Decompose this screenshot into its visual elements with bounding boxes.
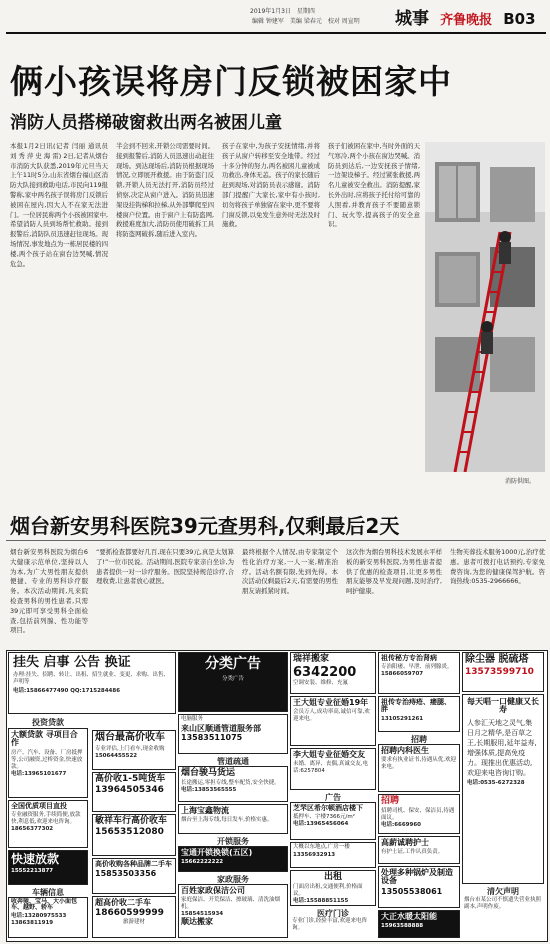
ad-lock-title: 宝通开锁换锁(五区) — [181, 848, 253, 857]
ad-rent-phone: 13356932913 — [293, 852, 336, 858]
ad-recruit-title: 招聘 — [381, 796, 400, 806]
ad-xilai-title: 芝罘区希尔顿酒店楼下 — [293, 804, 363, 812]
ad-li-matchmaker — [290, 748, 376, 790]
ad-category-tag: 分类广告 — [221, 675, 244, 682]
ad-loan1 — [8, 728, 88, 798]
story2-col2: “要抓检查都要好几百,现在只要39元,真是太划算了!”一位市民说。活动期间,医院专家亲自坐诊,为患者提供一对一诊疗服务。医院坚持规范诊疗,合理收费,让患者放心就医。 — [96, 548, 234, 586]
ad-lock — [178, 846, 288, 872]
ad-logistics-title: 上海宝鑫物流 — [181, 806, 229, 815]
ad-loan1-phone: 电话:13965101677 — [11, 770, 67, 777]
ad-li-title: 李大姐专业征婚交友 — [293, 750, 365, 759]
ad-ginseng-title: 每天唱一口健康又长寿 — [467, 697, 539, 715]
section-name: 城事 — [395, 9, 429, 29]
ad-boiler — [378, 866, 460, 908]
ad-truck-title: 高价收1-5吨货车 — [95, 774, 166, 784]
ad-car — [8, 897, 88, 938]
ad-recruit-phone: 电话:6669960 — [381, 822, 421, 829]
ad-logistics-body: 烟台至上海专线,每日发车,价格实惠。 — [181, 817, 273, 824]
open-label: 开锁服务 — [217, 837, 249, 846]
story2-rule — [6, 540, 546, 541]
story1-col2: 半会到不回来,开锁公司需要时间。接到报警后,消防人员迅速出动赶往现场。到达现场后,消防员根据现场情况,立即展开救援。由于防盗门反锁,开锁人员无法打开,消防员经过侦察,决定从窗户进入。消防员迅速架设挂钩梯和拉梯,从外部攀爬至四楼窗户位置。由于窗户上有防盗网,救援难度加大,消防员使用破拆工具将防盗网破拆,随后进入室内。 — [116, 142, 214, 239]
ad-solar — [378, 910, 460, 938]
story1-subhead: 消防人员搭梯破窗救出两名被困儿童 — [10, 113, 282, 133]
ad-sign — [92, 814, 176, 856]
ad-sale-phone: 电话:15588851155 — [293, 898, 349, 905]
ad-kidney — [378, 652, 460, 694]
ad-ginseng-phone: 电话:0535-6272328 — [467, 779, 525, 786]
ad-loan2 — [8, 800, 88, 848]
ad-loan1-title: 大额贷款 寻项目合作 — [11, 730, 78, 748]
ad-hemorrhoid — [378, 696, 460, 732]
ad-car-buy — [92, 730, 176, 770]
ad-ruiju — [290, 652, 376, 694]
ad-wang-matchmaker — [290, 696, 376, 746]
ad-wang-title: 王大姐专业征婚19年 — [293, 698, 369, 707]
ad-fast-title: 快速放款 — [11, 852, 60, 866]
ad-clean-phone: 15854515934 — [181, 911, 224, 918]
ad-banner — [8, 652, 176, 714]
header-masthead — [395, 4, 545, 30]
ad-freight-phone: 电话:13853565555 — [181, 787, 237, 794]
ad-super — [92, 896, 176, 938]
page-number: B03 — [503, 10, 536, 28]
ad-ruiju-title: 瑞祥搬家 — [293, 654, 330, 664]
ad-recycle-title: 高价收购各种品牌二手车 — [95, 860, 172, 868]
ad-banner-phone: 电话:15866477490 QQ:1715284486 — [13, 687, 121, 694]
ad-clear-body: 烟台市某公司不慎遗失营业执照副本,声明作废。 — [464, 897, 542, 910]
header-editors: 编辑 钟建军 美编 梁春元 校对 周宣明 — [252, 18, 360, 25]
ad-lock-phone: 15662222222 — [181, 859, 224, 866]
ad-solar-title: 大正水暖太阳能 — [381, 912, 437, 921]
photo-caption: 消防供图。 — [505, 478, 536, 485]
ad-recruit — [378, 794, 460, 834]
ad-super-title: 超高价收二手车 — [95, 898, 151, 907]
ad-freight — [178, 766, 288, 802]
ad-loan2-phone: 18656377302 — [11, 826, 54, 833]
ad-logistics — [178, 804, 288, 834]
story1-headline: 俩小孩误将房门反锁被困家中 — [10, 62, 452, 101]
ad-car2-phone: 13863811919 — [11, 919, 54, 926]
ad-fast-phone: 15552213877 — [11, 867, 54, 874]
story1-col1: 本报1月2日讯(记者 闫丽 通讯员 刘 秀 萍 史 海 雷) 2日,记者从烟台市消防大队获悉,2019年元旦当天上午11时5分,山东省烟台福山区消防大队接到救助电话,市民向119报警称,家中两名孩子误将房门反锁后被困在屋内,因大人不在家无法进门。一位居民称两个小孩被困家中,希望消防人员到场帮忙救助。接到报警后,消防队员迅速赶往现场。现场情况,事发地点为一栋居民楼的四楼,两个孩子站在窗台边哭喊,情况危急。 — [10, 142, 108, 268]
ad-pipe-service — [178, 714, 288, 754]
story2-col1: 烟台新安男科医院为烟台6大健康示范单位,坚持以人为本,为广大男性朋友提供便捷、专业的男科诊疗服务。本次活动期间,凡来院检查男科的男性患者,只需39元即可享受男科全面检查,包括前列腺、性功能等项目。 — [10, 548, 88, 635]
ad-hemorrhoid-phone: 13105291261 — [381, 715, 424, 722]
ad-dust-title: 除尘器 脱硫塔 — [465, 654, 529, 665]
rescue-photo — [425, 142, 545, 472]
pipe-label: 管道疏通 — [217, 757, 249, 766]
ad-truck — [92, 772, 176, 812]
job-label: 招聘 — [411, 735, 427, 744]
medical-label: 医疗门诊 — [317, 909, 349, 918]
ad-xilai-phone: 电话:13965456064 — [293, 821, 349, 828]
ad-loan2-title: 全国优质项目直投 — [11, 802, 67, 810]
ad-freight-title: 烟台骏马货运 — [181, 768, 236, 778]
ad-kidney-body: 专治阳痿、早泄、前列腺炎。 — [381, 664, 453, 671]
car-label: 车辆信息 — [32, 888, 64, 897]
ad-recruit-body: 招聘司机、保安、保洁员,待遇面议。 — [381, 808, 455, 822]
ad-category-banner — [178, 652, 288, 712]
ad-fast — [8, 850, 88, 885]
story1-col4: 孩子们被困在家中,当时外面的天气寒冷,两个小孩在窗边哭喊。消防员到达后,一边安抚孩子情绪,一边架设梯子。经过紧张救援,两名儿童被安全救出。消防提醒,家长外出时,应将孩子托付给可靠的人照看,并教育孩子不要随意锁门、玩火等,提高孩子的安全意识。 — [328, 142, 420, 229]
story2-col4: 这次作为烟台男科技术发展水平样板的新安男科医院,为男性患者提供了优惠的检查项目,让更多男性朋友能够及早发现问题,及时治疗,呵护健康。 — [346, 548, 442, 596]
header-rule — [6, 32, 546, 34]
ad-ginseng — [462, 694, 544, 884]
ad-footer: 旅游建材 — [122, 918, 145, 925]
ad-clean-title: 百姓家政保洁公司 — [181, 886, 245, 895]
building-illustration — [425, 142, 545, 472]
ad-medical-body: 专业门诊,经验丰富,欢迎来电咨询。 — [292, 918, 367, 931]
ad-wang-body: 会员万人,成功率高,诚信可靠,欢迎来电。 — [293, 709, 370, 723]
story1-col3: 孩子在家中,为孩子安抚情绪,并将孩子从窗户转移至安全地带。经过十多分钟的努力,两名被困儿童被成功救出,身体无恙。孩子的家长随后赶到现场,对消防员表示感谢。消防部门提醒广大家长,家中有小孩时,切勿将孩子单独留在家中,更不要将门窗反锁,以免发生意外时无法及时施救。 — [222, 142, 320, 229]
ad-banner-title: 挂失 启事 公告 换证 — [13, 655, 131, 670]
ad-xilai — [290, 802, 376, 840]
story2-col5: 生物芙蓉技术服务1000元,治疗优惠。患者可拨打电话预约,专家免费咨询,为您的健康保驾护航。咨询热线:0535-2966666。 — [450, 548, 545, 586]
ad-kidney-title: 祖传秘方专治肾病 — [381, 654, 437, 662]
ad-move-title: 顺达搬家 — [181, 917, 213, 927]
ad-solar-phone: 15963588888 — [381, 923, 424, 930]
ad-rent — [290, 842, 376, 868]
newspaper-logo: 齐鲁晚报 — [440, 13, 493, 28]
ad-doctor-body: 要求有执业证书,待遇从优,欢迎来电。 — [381, 757, 456, 771]
ad-recycle — [92, 858, 176, 894]
ad-nurse — [378, 836, 460, 864]
ad-car-title: 收奔驰、宝马、大小面包车、越野、轿车 — [11, 898, 78, 912]
marry-label: 广告 — [325, 793, 341, 802]
story2-headline: 烟台新安男科医院39元查男科,仅剩最后2天 — [10, 514, 400, 538]
ad-loan2-body: 专业融资服务,手续简便,放款快,利息低,欢迎来电咨询。 — [11, 812, 81, 826]
ad-sign-title: 敏祥车行高价收车 — [95, 816, 168, 826]
ad-ginseng-body: 人参汇天地之灵气,集日月之精华,是百草之王,长期服用,延年益寿,增强体质,提高免疫力。现推出优惠活动,欢迎来电咨询订购。 — [467, 718, 537, 777]
ad-li-body: 未婚、离异、丧偶,真诚交友,电话:6257804 — [293, 761, 368, 775]
ad-hemorrhoid-title: 祖传专治痔疮、瘘腿、胖 — [381, 698, 451, 714]
header-date: 2019年1月3日 星期四 — [250, 8, 315, 15]
ad-dust — [462, 652, 544, 692]
ad-sign-phone: 15653512080 — [95, 827, 164, 838]
ad-xilai-body: 抵押车、宇楼7366元/m² — [293, 814, 355, 821]
ad-ruiju-phone: 6342200 — [293, 665, 357, 681]
ad-kidney-phone: 15866059707 — [381, 671, 424, 678]
story2-col3: 最终根据个人情况,由专家制定个性化治疗方案,一人一案,精准治疗。活动名额有限,先到先得。本次活动仅剩最后2天,有需要的男性朋友请抓紧时间。 — [242, 548, 338, 596]
ad-rent-title: 大概以东地点,广房一楼 — [293, 844, 350, 850]
ad-clean — [178, 884, 288, 938]
ad-category-title: 分类广告 — [205, 656, 261, 672]
ad-super-phone: 18660599999 — [95, 908, 164, 919]
ad-car-phone: 电话:13280975533 — [11, 912, 67, 919]
ad-car-buy-body: 专业评估,上门看车,现金收购 — [95, 745, 165, 752]
ad-sale — [290, 870, 376, 906]
ad-banner-sub: 办理:挂失、招聘、转让、出租、招生就业、变更、求购、出售、声明等 — [13, 671, 169, 685]
ad-elec-label: 电脑服务 — [181, 716, 204, 722]
ad-sale-body: 门面房出租,交通便利,价格面议。 — [293, 884, 363, 898]
ad-doctor-job — [378, 744, 460, 792]
ad-nurse-title: 高薪诚聘护士 — [381, 838, 429, 847]
ad-car-buy-phone: 15064455522 — [95, 752, 138, 759]
house-label: 家政服务 — [217, 875, 249, 884]
clear-label: 清欠声明 — [487, 887, 519, 896]
ad-freight-body: 长途搬运,零担专线,整车配货,安全快捷。 — [181, 780, 280, 787]
ad-ruiju-sub: 空调安装、维修、充氟 — [293, 680, 349, 687]
ad-sale-label: 出租 — [323, 872, 342, 882]
ad-car-buy-title: 烟台最高价收车 — [95, 732, 165, 743]
ad-boiler-phone: 13505538061 — [381, 886, 443, 896]
ad-pipe-title: 来山区顺通管道服务部 — [181, 724, 261, 733]
ad-doctor-title: 招聘内科医生 — [381, 746, 429, 755]
ad-pipe-phone: 13583511075 — [181, 733, 243, 743]
ad-clean-body: 家庭保洁、开荒保洁、擦玻璃、清洗油烟机。 — [181, 897, 281, 911]
ad-dust-phone: 13573599710 — [465, 666, 534, 677]
ad-recycle-phone: 15853503356 — [95, 869, 157, 879]
loan-label: 投资贷款 — [32, 718, 64, 727]
ad-nurse-body: 有护士证,工作认真负责。 — [381, 849, 444, 856]
ad-truck-phone: 13964505346 — [95, 785, 164, 796]
ad-loan1-body: 房产、汽车、设备、厂房抵押等,公司融资,过桥资金,快速放款。 — [11, 749, 83, 770]
ad-boiler-title: 处理多种锅炉及制造设备 — [381, 868, 453, 886]
